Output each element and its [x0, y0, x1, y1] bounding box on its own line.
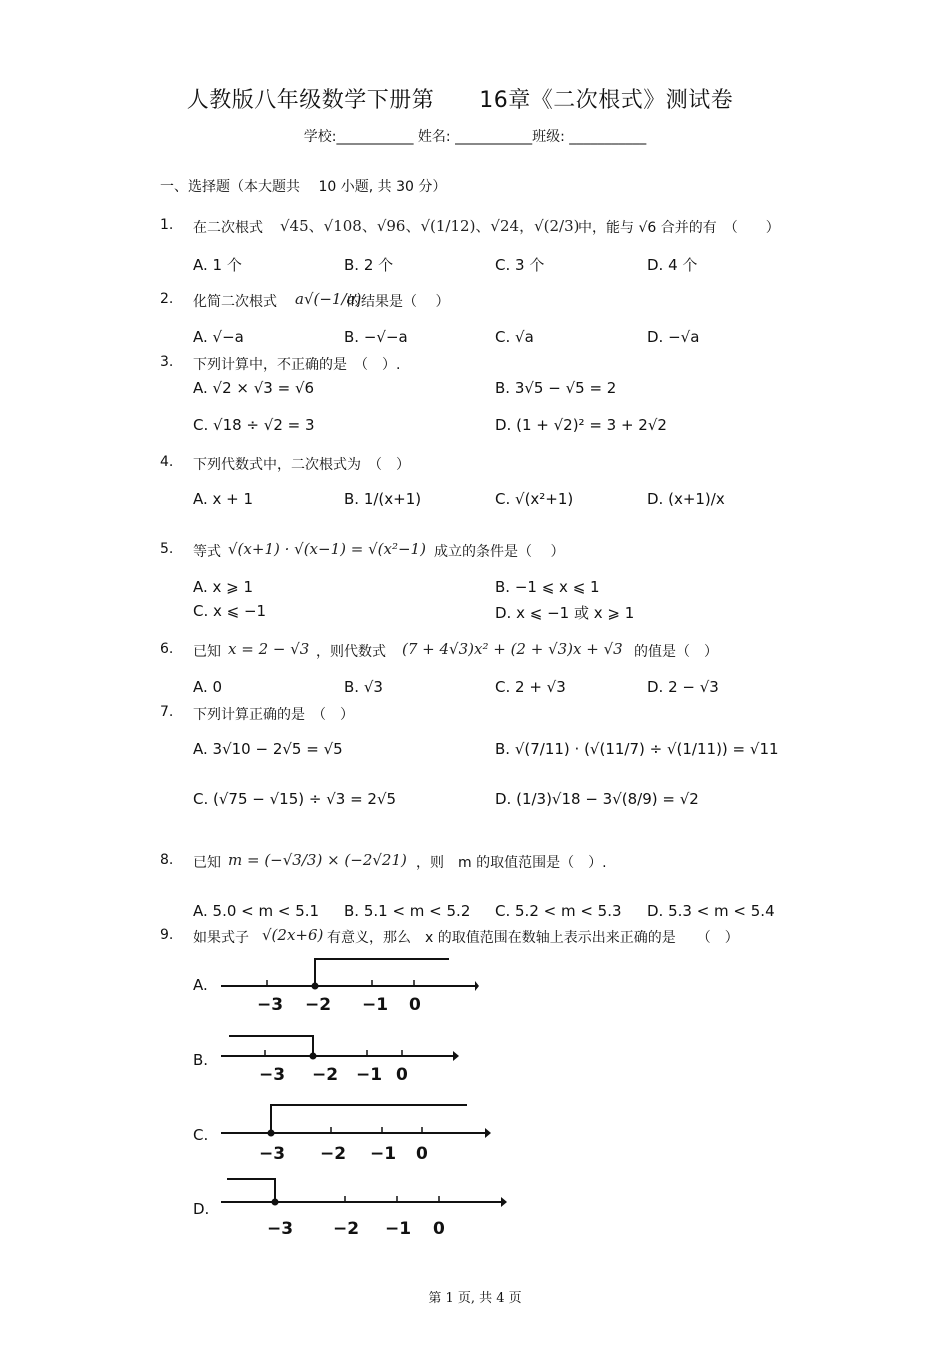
option-d: D. 2 − √3: [647, 678, 719, 696]
tick-label: −1: [385, 1219, 412, 1239]
question-stem-tail: 有意义，那么 x 的取值范围在数轴上表示出来正确的是 （ ）: [327, 930, 739, 946]
option-d-label: D.: [193, 1200, 210, 1218]
option-d: D. 5.3 < m < 5.4: [647, 902, 775, 920]
arrow-icon: [475, 981, 479, 991]
student-info-line: 学校:___________ 姓名: ___________班级: ___________: [303, 129, 647, 145]
arrow-icon: [453, 1051, 459, 1061]
arrow-icon: [501, 1197, 507, 1207]
option-d: D. x ⩽ −1 或 x ⩾ 1: [495, 604, 635, 622]
question-expression-x: x = 2 − √3: [228, 640, 310, 658]
option-d: D. (x+1)/x: [647, 490, 725, 508]
question-stem: 已知: [193, 855, 221, 871]
number-line-b: [217, 1030, 459, 1088]
question-stem-tail: 中，能与 √6 合并的有 （ ）: [578, 220, 780, 236]
option-c: C. 3 个: [495, 256, 545, 274]
question-expression: √45、√108、√96、√(1/12)、√24，√(2/3): [280, 217, 580, 235]
question-number: 2.: [160, 291, 174, 307]
option-b: B. 2 个: [344, 256, 394, 274]
question-stem-tail: 成立的条件是（ ）: [434, 544, 565, 560]
option-c: C. √18 ÷ √2 = 3: [193, 416, 315, 434]
question-number: 7.: [160, 704, 174, 720]
option-c: C. (√75 − √15) ÷ √3 = 2√5: [193, 790, 397, 808]
option-a: A. x ⩾ 1: [193, 578, 254, 596]
option-c: C. √(x²+1): [495, 490, 574, 508]
option-c: C. x ⩽ −1: [193, 602, 267, 620]
option-c: C. 2 + √3: [495, 678, 566, 696]
option-a: A. 1 个: [193, 256, 242, 274]
question-number: 6.: [160, 641, 174, 657]
question-stem-tail: 的结果是（ ）: [347, 294, 450, 310]
option-a: A. √−a: [193, 328, 244, 346]
tick-label: −3: [259, 1144, 286, 1164]
question-expression: √(x+1) · √(x−1) = √(x²−1): [228, 540, 426, 558]
number-line-c: [217, 1098, 493, 1166]
tick-label: 0: [409, 995, 421, 1015]
question-number: 4.: [160, 454, 174, 470]
tick-label: −1: [362, 995, 389, 1015]
question-stem: 下列计算正确的是 （ ）: [193, 707, 354, 723]
question-stem: 已知: [193, 644, 221, 660]
tick-label: −2: [320, 1144, 347, 1164]
page-title: 人教版八年级数学下册第 16章《二次根式》测试卷: [186, 88, 734, 113]
question-number: 5.: [160, 541, 174, 557]
question-number: 9.: [160, 927, 174, 943]
option-b: B. −√−a: [344, 328, 408, 346]
option-b: B. 3√5 − √5 = 2: [495, 379, 617, 397]
question-stem-tail: 的值是（ ）: [634, 644, 718, 660]
option-a: A. 5.0 < m < 5.1: [193, 902, 320, 920]
option-b: B. 1/(x+1): [344, 490, 422, 508]
tick-label: −1: [356, 1065, 383, 1085]
question-expression: √(2x+6): [262, 926, 324, 944]
tick-label: −3: [257, 995, 284, 1015]
option-c: C. 5.2 < m < 5.3: [495, 902, 622, 920]
question-expression-poly: (7 + 4√3)x² + (2 + √3)x + √3: [402, 640, 623, 658]
tick-label: −3: [267, 1219, 294, 1239]
tick-label: −1: [370, 1144, 397, 1164]
tick-label: 0: [416, 1144, 428, 1164]
option-b: B. −1 ⩽ x ⩽ 1: [495, 578, 600, 596]
tick-label: −3: [259, 1065, 286, 1085]
question-stem: 下列代数式中，二次根式为 （ ）: [193, 457, 410, 473]
arrow-icon: [485, 1128, 491, 1138]
question-stem: 在二次根式: [193, 220, 263, 236]
option-d: D. (1/3)√18 − 3√(8/9) = √2: [495, 790, 699, 808]
question-stem: 等式: [193, 544, 221, 560]
question-stem: 下列计算中，不正确的是 （ ）.: [193, 357, 401, 373]
option-a: A. 0: [193, 678, 223, 696]
page-footer: 第 1 页, 共 4 页: [428, 1291, 522, 1306]
question-number: 8.: [160, 852, 174, 868]
option-c-label: C.: [193, 1126, 209, 1144]
question-expression: a√(−1/a): [295, 290, 362, 308]
tick-label: 0: [396, 1065, 408, 1085]
option-c: C. √a: [495, 328, 534, 346]
option-d: D. 4 个: [647, 256, 698, 274]
question-stem: 化简二次根式: [193, 294, 277, 310]
option-a-label: A.: [193, 976, 208, 994]
section-heading: 一、选择题（本大题共 10 小题, 共 30 分）: [160, 179, 447, 195]
question-number: 3.: [160, 354, 174, 370]
tick-label: −2: [312, 1065, 339, 1085]
option-b: B. √3: [344, 678, 383, 696]
option-a: A. 3√10 − 2√5 = √5: [193, 740, 343, 758]
question-expression: m = (−√3/3) × (−2√21): [228, 851, 407, 869]
question-stem: 如果式子: [193, 930, 249, 946]
option-b-label: B.: [193, 1051, 209, 1069]
tick-label: −2: [305, 995, 332, 1015]
number-line-a: [217, 950, 479, 1016]
option-a: A. √2 × √3 = √6: [193, 379, 315, 397]
option-b: B. 5.1 < m < 5.2: [344, 902, 471, 920]
tick-label: 0: [433, 1219, 445, 1239]
tick-label: −2: [333, 1219, 360, 1239]
option-d: D. (1 + √2)² = 3 + 2√2: [495, 416, 667, 434]
option-a: A. x + 1: [193, 490, 254, 508]
question-stem-tail: ，则 m 的取值范围是（ ）.: [416, 855, 607, 871]
question-number: 1.: [160, 217, 174, 233]
number-line-d: [217, 1172, 509, 1242]
option-b: B. √(7/11) · (√(11/7) ÷ √(1/11)) = √11: [495, 740, 779, 758]
option-d: D. −√a: [647, 328, 700, 346]
question-stem-mid: ，则代数式: [316, 644, 386, 660]
